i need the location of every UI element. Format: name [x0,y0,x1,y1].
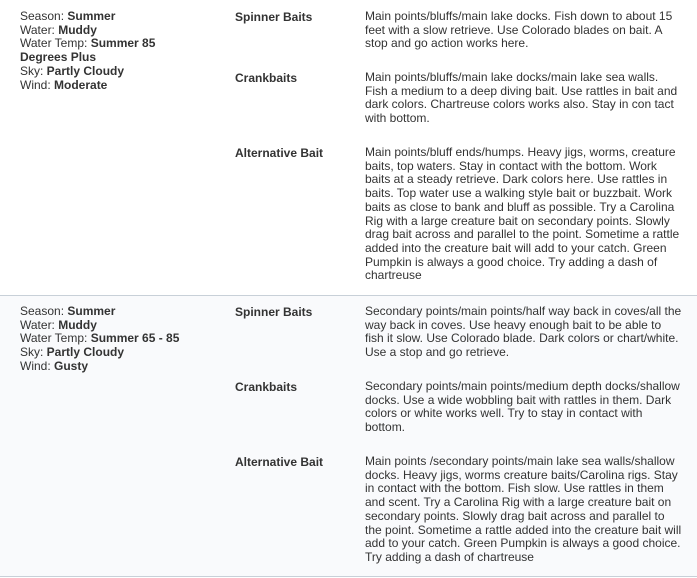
bait-description-spinner: Main points/bluffs/main lake docks. Fish down to about 15 feet with a slow retrieve. Use Colorado blades on bait. A stop and go action works here. [365,9,673,51]
bait-description-alternative: Main points /secondary points/main lake sea walls/shallow docks. Heavy jigs, worms creature baits/Carolina rigs. Stay in contact with the bottom. Fish slow. Use rattles in them and scent. Try a Carolina Rig with a large creature bait on secondary points. Slowly drag bait across and parallel to the point. Sometime a rattle added into the creature bait will add to your catch. Green Pumpkin is always a good choice. Try adding a dash of chartreuse [365,454,682,564]
sky-value: Partly Cloudy [46,63,125,78]
water-temp-row [20,37,170,64]
sky-row [20,65,220,79]
bait-name-spinner: Spinner Baits [235,305,313,319]
water-temp-row [20,332,220,346]
season-row [20,10,220,24]
bait-name-spinner: Spinner Baits [235,10,313,24]
season-value: Summer [67,9,116,23]
wind-row [20,79,220,93]
wind-value: Gusty [54,358,89,373]
water-value: Muddy [58,22,97,37]
bait-description-alternative: Main points/bluff ends/humps. Heavy jigs, worms, creature baits, top waters. Stay in contact with the bottom. Work baits at a steady retrieve. Dark colors here. Use rattles in baits. Top water use a walking style bait or buzzbait. Work baits as close to bank and bluff as possible. Try a Carolina Rig with a large creature bait on secondary points. Slowly drag bait across and parallel to the point. Sometime a rattle added into the creature bait will add to your catch. Green Pumpkin is always a good choice. Try adding a dash of chartreuse [365,145,680,283]
water-value: Muddy [58,317,97,332]
water-temp-value: Summer 65 - 85 [90,331,180,346]
water-row [20,24,220,38]
conditions-block [20,305,220,374]
bait-name-alternative: Alternative Bait [235,455,324,469]
sky-label: Sky: [20,345,47,360]
water-label: Water: [20,317,59,332]
wind-label: Wind: [20,77,55,92]
bait-description-crankbaits: Secondary points/main points/medium depth docks/shallow docks. Use a wide wobbling bait with rattles in them. Dark colors or white works well. Try to stay in contact with bottom. [365,379,680,435]
season-value: Summer [67,304,116,318]
wind-label: Wind: [20,358,55,373]
bait-description-spinner: Secondary points/main points/half way back in coves/all the way back in coves. Use heavy enough bait to be able to fish it slow. Use Colorado blade. Dark colors or chart/white. Use a stop and go retrieve. [365,304,682,360]
water-temp-value: Summer 85 Degrees Plus [20,36,156,65]
conditions-block [20,10,220,92]
sky-label: Sky: [20,63,47,78]
sky-row [20,346,220,360]
season-label: Season: [20,304,68,318]
conditions-section-2 [0,296,697,577]
water-label: Water: [20,22,59,37]
wind-row [20,360,220,374]
bait-name-crankbaits: Crankbaits [235,71,298,85]
water-row [20,319,220,333]
bait-description-crankbaits: Main points/bluffs/main lake docks/main lake sea walls. Fish a medium to a deep diving bait. Use rattles in bait and dark colors. Chartreuse colors works also. Stay in con tact with bottom. [365,70,678,126]
water-temp-label: Water Temp: [20,331,91,346]
bait-name-crankbaits: Crankbaits [235,380,298,394]
season-label: Season: [20,9,68,23]
wind-value: Moderate [54,77,108,92]
water-temp-label: Water Temp: [20,36,91,51]
season-row [20,305,220,319]
bait-name-alternative: Alternative Bait [235,146,324,160]
sky-value: Partly Cloudy [46,345,125,360]
